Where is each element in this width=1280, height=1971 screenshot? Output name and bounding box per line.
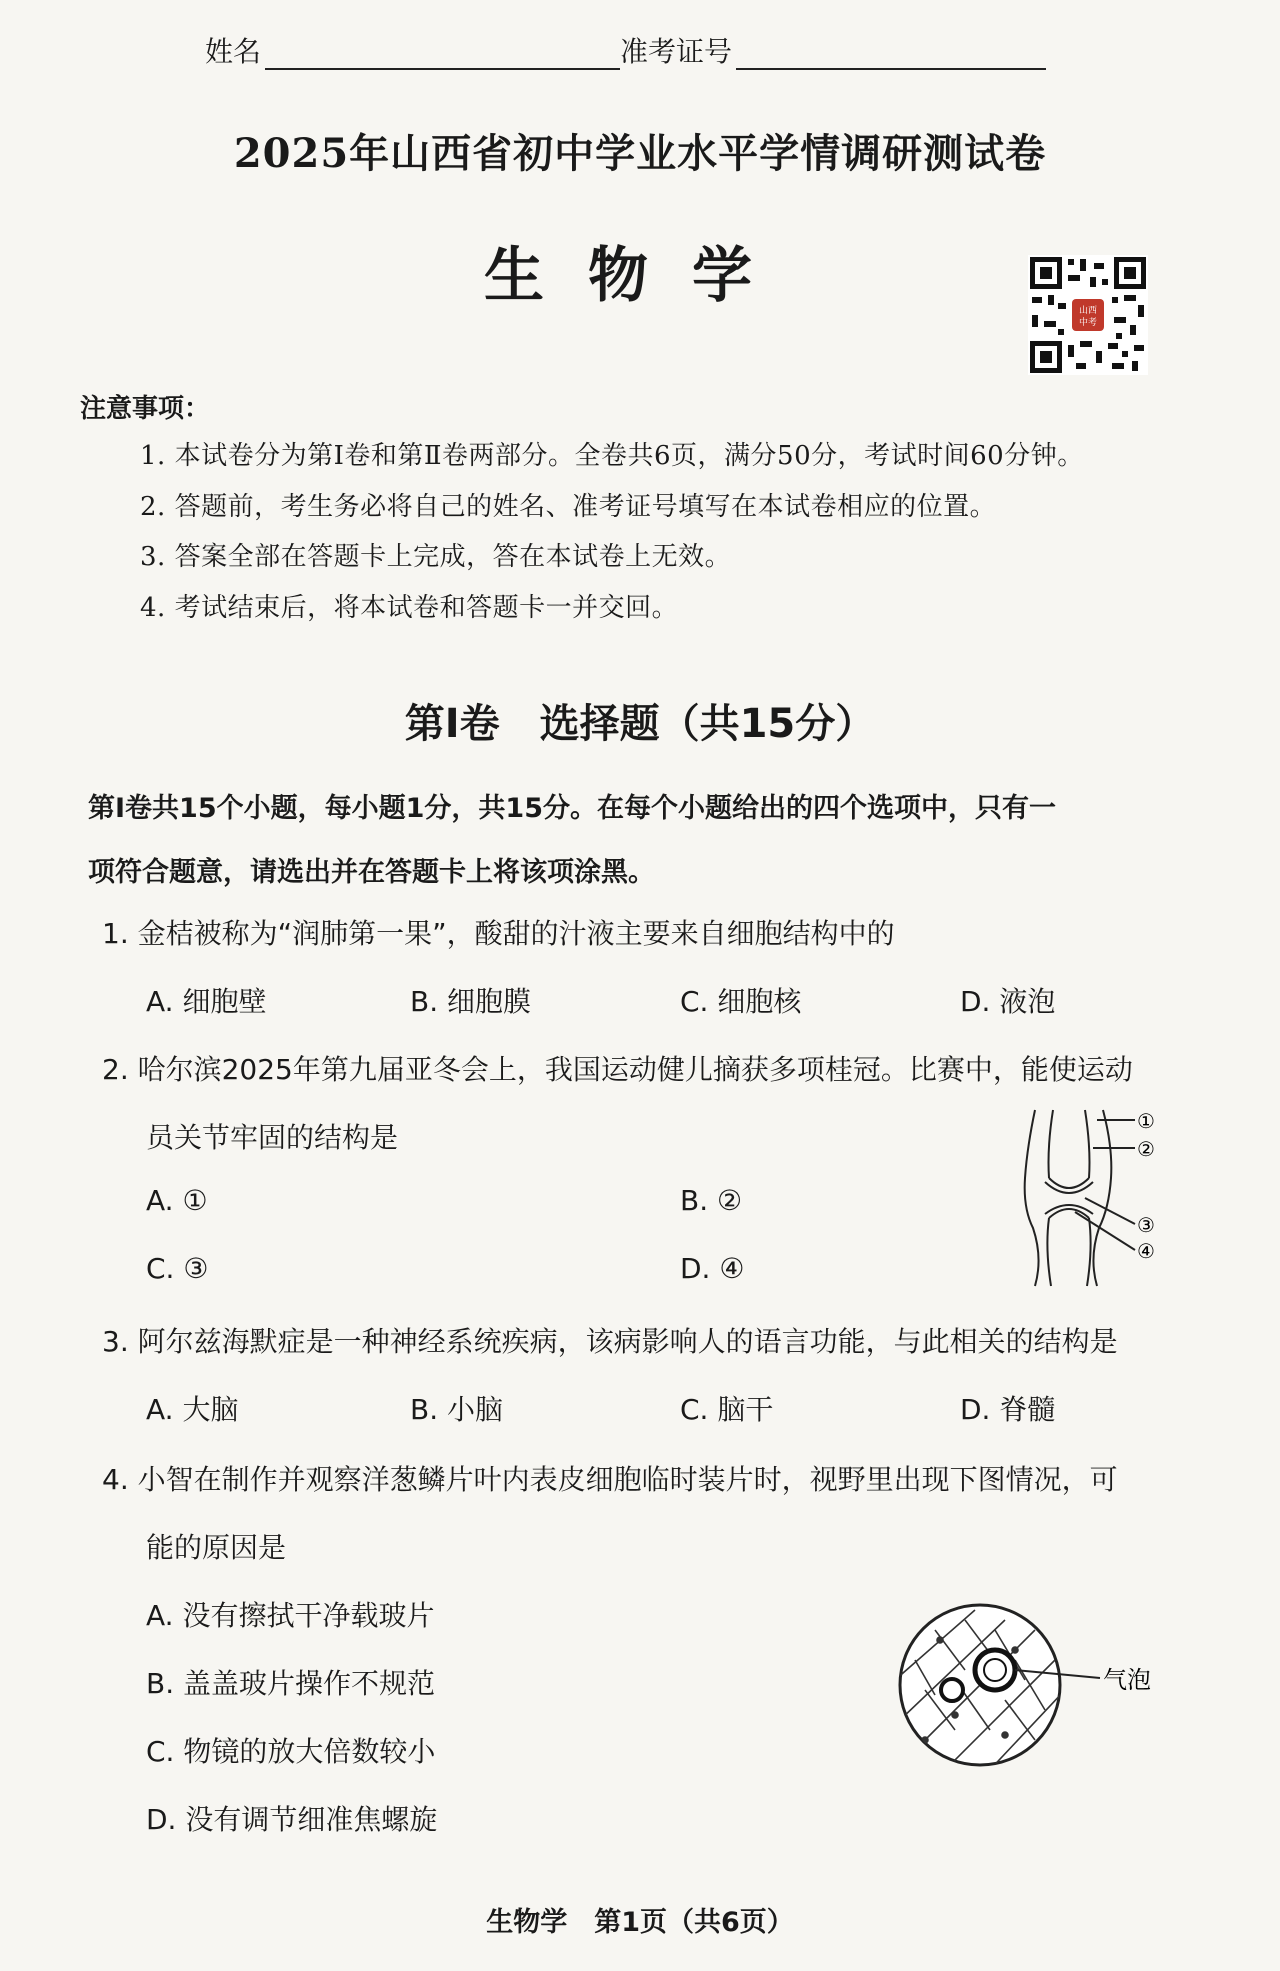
microscope-field-diagram (895, 1600, 1175, 1775)
question-4-option-d: D. 没有调节细准焦螺旋 (146, 1803, 438, 1836)
page-footer: 生物学 第1页（共6页） (486, 1907, 794, 1938)
figure-label-3: ③ (1137, 1213, 1155, 1237)
name-blank-line (265, 38, 620, 70)
question-4-option-c: C. 物镜的放大倍数较小 (146, 1735, 436, 1768)
subject-title: 生物学 (484, 241, 796, 311)
section-intro-line: 第Ⅰ卷共15个小题，每小题1分，共15分。在每个小题给出的四个选项中，只有一 (88, 793, 1056, 824)
question-1-option-b: B. 细胞膜 (410, 985, 532, 1018)
exam-id-field (620, 30, 1046, 70)
question-3-option-d: D. 脊髓 (960, 1393, 1056, 1426)
figure-label-4: ④ (1137, 1239, 1155, 1263)
question-2-option-d: D. ④ (680, 1252, 745, 1285)
question-1-option-a: A. 细胞壁 (146, 985, 267, 1018)
section-intro-line: 项符合题意，请选出并在答题卡上将该项涂黑。 (88, 857, 655, 888)
section-title: 第Ⅰ卷 选择题（共15分） (404, 701, 876, 747)
name-field (205, 30, 620, 70)
notice-item: 1. 本试卷分为第Ⅰ卷和第Ⅱ卷两部分。全卷共6页，满分50分，考试时间60分钟。 (140, 441, 1084, 471)
knee-joint-diagram (1005, 1108, 1175, 1288)
question-1-option-c: C. 细胞核 (680, 985, 802, 1018)
question-2-option-b: B. ② (680, 1184, 743, 1217)
question-2-stem: 2. 哈尔滨2025年第九届亚冬会上，我国运动健儿摘获多项桂冠。比赛中，能使运动 (102, 1053, 1133, 1086)
bubble-label: 气泡 (1103, 1666, 1151, 1694)
question-4-option-b: B. 盖盖玻片操作不规范 (146, 1667, 436, 1700)
question-3-option-c: C. 脑干 (680, 1393, 774, 1426)
question-4-stem: 4. 小智在制作并观察洋葱鳞片叶内表皮细胞临时装片时，视野里出现下图情况，可 (102, 1463, 1118, 1496)
notice-item: 2. 答题前，考生务必将自己的姓名、准考证号填写在本试卷相应的位置。 (140, 492, 997, 522)
question-3-option-a: A. 大脑 (146, 1393, 239, 1426)
exam-id-label: 准考证号 (620, 35, 733, 68)
question-1-option-d: D. 液泡 (960, 985, 1056, 1018)
question-2-option-c: C. ③ (146, 1252, 209, 1285)
question-3-option-b: B. 小脑 (410, 1393, 504, 1426)
question-4-option-a: A. 没有擦拭干净载玻片 (146, 1599, 435, 1632)
exam-id-blank-line (736, 38, 1046, 70)
question-3-stem: 3. 阿尔兹海默症是一种神经系统疾病，该病影响人的语言功能，与此相关的结构是 (102, 1325, 1118, 1358)
notice-heading: 注意事项： (80, 394, 211, 424)
question-4-stem-cont: 能的原因是 (146, 1531, 287, 1564)
question-2-stem-cont: 员关节牢固的结构是 (146, 1121, 399, 1154)
figure-label-2: ② (1137, 1137, 1155, 1161)
figure-label-1: ① (1137, 1109, 1155, 1133)
svg-text:中考: 中考 (1078, 318, 1098, 328)
question-1-stem: 1. 金桔被称为“润肺第一果”，酸甜的汁液主要来自细胞结构中的 (102, 917, 895, 950)
notice-item: 4. 考试结束后，将本试卷和答题卡一并交回。 (140, 593, 679, 623)
exam-title: 2025年山西省初中学业水平学情调研测试卷 (233, 130, 1047, 177)
notice-item: 3. 答案全部在答题卡上完成，答在本试卷上无效。 (140, 542, 732, 572)
question-2-option-a: A. ① (146, 1184, 208, 1217)
name-label: 姓名 (205, 35, 262, 68)
qr-badge-text: 山西 (1078, 306, 1098, 316)
qr-code-icon (1028, 255, 1148, 375)
